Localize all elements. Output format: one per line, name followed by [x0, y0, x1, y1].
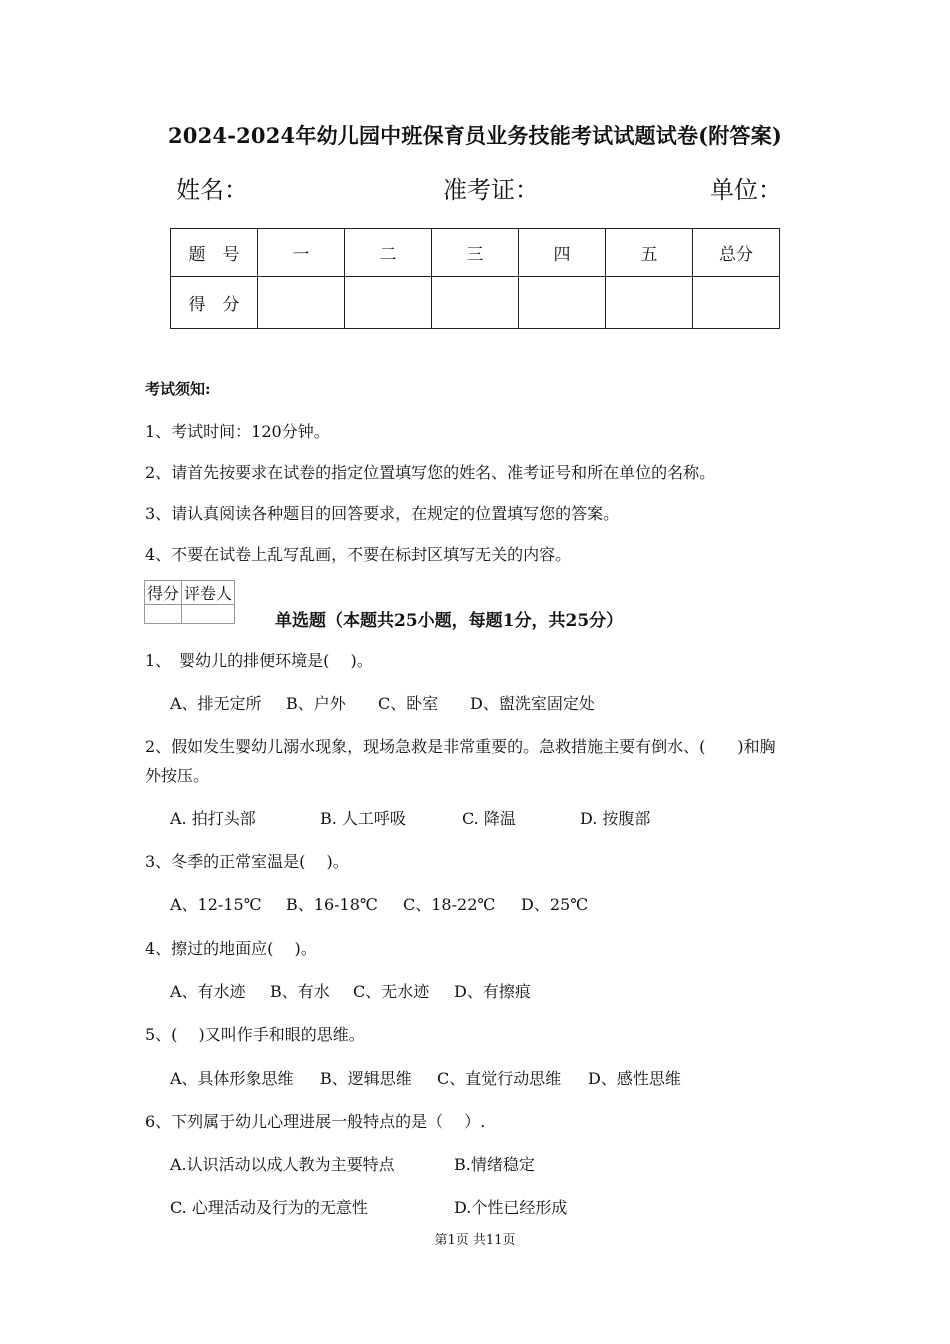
section-title: 单选题（本题共25小题，每题1分，共25分） [275, 611, 624, 631]
answer-option[interactable]: A、具体形象思维 [170, 1069, 294, 1088]
question-stem: 6、下列属于幼儿心理进展一般特点的是（ ）. [145, 1112, 486, 1131]
notice-title: 考试须知: [145, 380, 211, 398]
score-table-score-row [171, 277, 780, 329]
score-row-label: 得 分 [171, 277, 258, 329]
question-stem-continued: 外按压。 [145, 766, 210, 785]
unit-field-label: 单位： [710, 176, 782, 204]
answer-option[interactable]: B、16-18℃ [286, 895, 378, 914]
answer-option[interactable]: B. 人工呼吸 [320, 809, 406, 828]
answer-option[interactable]: C、18-22℃ [403, 895, 496, 914]
notice-item: 1、考试时间：120分钟。 [145, 422, 330, 441]
answer-option[interactable]: C. 降温 [462, 809, 516, 828]
score-cell[interactable] [693, 277, 780, 329]
answer-option[interactable]: D、有擦痕 [454, 982, 531, 1001]
grader-score-label: 得分 [145, 581, 182, 605]
answer-option[interactable]: A、12-15℃ [170, 895, 262, 914]
score-cell[interactable] [432, 277, 519, 329]
document-title: 2024-2024年幼儿园中班保育员业务技能考试试题试卷(附答案) [167, 123, 783, 148]
answer-option[interactable]: A、有水迹 [170, 982, 246, 1001]
answer-option[interactable]: B.情绪稳定 [454, 1155, 535, 1174]
answer-option[interactable]: B、有水 [270, 982, 330, 1001]
answer-option[interactable]: A、排无定所 [170, 694, 262, 713]
question-stem: 5、( )又叫作手和眼的思维。 [145, 1025, 365, 1044]
notice-item: 2、请首先按要求在试卷的指定位置填写您的姓名、准考证号和所在单位的名称。 [145, 463, 716, 482]
answer-option[interactable]: D、盥洗室固定处 [470, 694, 595, 713]
answer-option[interactable]: D. 按腹部 [580, 809, 651, 828]
score-cell[interactable] [345, 277, 432, 329]
grader-score-cell[interactable] [145, 605, 182, 624]
answer-option[interactable]: A.认识活动以成人教为主要特点 [170, 1155, 395, 1174]
answer-option[interactable]: B、逻辑思维 [320, 1069, 412, 1088]
score-cell[interactable] [258, 277, 345, 329]
score-table-header-row [171, 229, 780, 277]
answer-option[interactable]: B、户外 [286, 694, 346, 713]
answer-option[interactable]: C、直觉行动思维 [437, 1069, 562, 1088]
question-stem: 3、冬季的正常室温是( )。 [145, 852, 349, 871]
question-stem: 1、 婴幼儿的排便环境是( )。 [145, 651, 373, 670]
score-cell[interactable] [519, 277, 606, 329]
answer-option[interactable]: D、感性思维 [588, 1069, 681, 1088]
grader-box [144, 580, 235, 624]
score-header-cell: 二 [345, 229, 432, 277]
score-cell[interactable] [606, 277, 693, 329]
question-stem: 2、假如发生婴幼儿溺水现象，现场急救是非常重要的。急救措施主要有倒水、( )和胸 [145, 737, 776, 756]
answer-option[interactable]: C. 心理活动及行为的无意性 [170, 1198, 368, 1217]
score-header-cell: 三 [432, 229, 519, 277]
score-header-cell: 五 [606, 229, 693, 277]
notice-item: 3、请认真阅读各种题目的回答要求，在规定的位置填写您的答案。 [145, 504, 620, 523]
score-header-cell: 总分 [693, 229, 780, 277]
answer-option[interactable]: C、无水迹 [353, 982, 430, 1001]
answer-option[interactable]: C、卧室 [378, 694, 439, 713]
name-field-label: 姓名： [176, 176, 248, 204]
exam-number-field-label: 准考证： [443, 176, 539, 204]
score-header-cell: 题 号 [171, 229, 258, 277]
answer-option[interactable]: A. 拍打头部 [170, 809, 256, 828]
notice-item: 4、不要在试卷上乱写乱画，不要在标封区填写无关的内容。 [145, 545, 572, 564]
score-header-cell: 四 [519, 229, 606, 277]
grader-reviewer-label: 评卷人 [182, 581, 235, 605]
answer-option[interactable]: D.个性已经形成 [454, 1198, 568, 1217]
score-header-cell: 一 [258, 229, 345, 277]
question-stem: 4、擦过的地面应( )。 [145, 939, 317, 958]
grader-reviewer-cell[interactable] [182, 605, 235, 624]
answer-option[interactable]: D、25℃ [521, 895, 589, 914]
score-table [170, 228, 780, 329]
page-footer: 第1页 共11页 [434, 1233, 516, 1248]
